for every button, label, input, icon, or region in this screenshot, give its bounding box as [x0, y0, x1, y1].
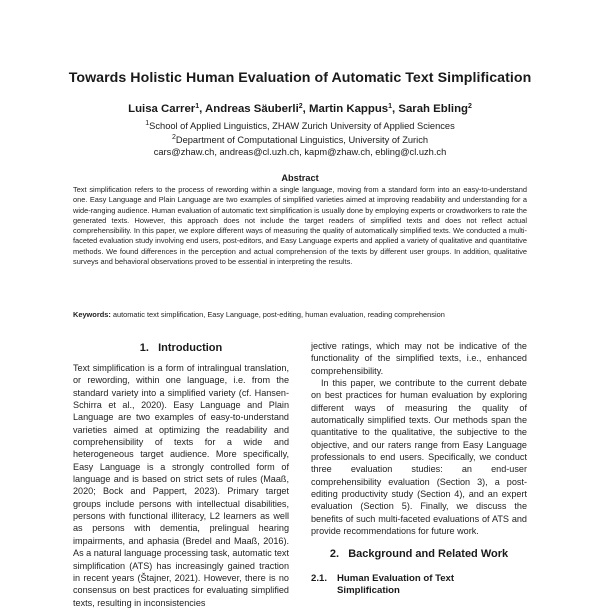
abstract-text: Text simplification refers to the process of rewording within a single language, moving from a standard form into an easy-to-understand one. Easy Language and Plain Language are two examples of simplified varieties aimed at improving readability and understanding for a wide-ranging audience. Human evaluation of automatic text simplification is usually done by employing experts or crowdworkers to rate the generated texts. However, this approach does not include the target readers of simplified texts and does not reflect actual comprehensibility. In this paper, we explore different ways of measuring the quality of automatically simplified texts. We conducted a multi-faceted evaluation study involving end users, post-editors, and Easy Language experts and applied a variety of qualitative and quantitative methods. We found differences in the perception and actual comprehension of the texts by different user groups. In addition, qualitative surveys and behavioral observations proved to be essential in interpreting the results. [73, 185, 527, 266]
right-paragraph-2: In this paper, we contribute to the current debate on best practices for human evaluation by exploring different ways of measuring the quality of automatically simplified texts. Our methods span the quantitative to the qualitative, the subjective to the objective, and our raters range from Easy Language professionals to end users. Specifically, we conduct three evaluation studies: an end-user comprehensibility evaluation (Section 3), a post-editing productivity study (Section 4), and an expert evaluation (Section 5). Finally, we discuss the benefits of such multi-faceted evaluations of ATS and provide recommendations for future work. [311, 378, 527, 537]
affiliation-mark: 1 [145, 120, 150, 127]
keywords-label: Keywords: [73, 310, 111, 319]
subsection-title: Human Evaluation of Text Simplification [337, 573, 455, 596]
left-column [73, 362, 289, 609]
section-heading-background [311, 548, 527, 560]
section-number: 1. [139, 342, 149, 354]
subsection-number: 2.1. [311, 573, 328, 584]
paper-title: Towards Holistic Human Evaluation of Automatic Text Simplification [68, 70, 532, 86]
keywords-text: automatic text simplification, Easy Language, post-editing, human evaluation, reading comprehension [112, 310, 445, 319]
author-affil-mark: 1 [388, 103, 393, 110]
affiliation-text: Department of Computational Linguistics, University of Zurich [175, 135, 429, 145]
author-name: Martin Kappus [309, 103, 389, 115]
author-emails: cars@zhaw.ch, andreas@cl.uzh.ch, kapm@zhaw.ch, ebling@cl.uzh.ch [153, 147, 447, 157]
affiliation-mark: 2 [171, 134, 176, 141]
intro-paragraph: Text simplification is a form of intralingual translation, or rewording, within one language, i.e. from the standard variety into a simplified variety (cf. Hansen-Schirra et al., 2020). Easy Language and Plain Language are two examples of easy-to-understand varieties aimed at optimizing the readability and comprehensibility of texts for a wide and heterogeneous target audience. More specifically, Easy Language is a strongly controlled form of language and is based on strict sets of rules (Maaß, 2020; Bock and Pappert, 2023). Primary target groups include persons with intellectual disabilities, persons with functional illiteracy, L2 learners as well as persons with dementia, prelingual hearing impairments, and aphasia (Bredel and Maaß, 2016). As a natural language processing task, automatic text simplification (ATS) has increasingly gained traction in recent years (Štajner, 2021). However, there is no consensus on best practices for evaluating simplified texts, resulting in inconsistencies [73, 363, 289, 608]
author-name: Andreas Säuberli [205, 103, 299, 115]
author-affil-mark: 1 [195, 103, 200, 110]
section-title: Background and Related Work [348, 548, 509, 560]
affiliation [40, 134, 560, 145]
section-heading-introduction [73, 342, 289, 354]
author-affil-mark: 2 [467, 103, 472, 110]
author-name: Sarah Ebling [398, 103, 468, 115]
right-column [311, 340, 527, 538]
section-title: Introduction [158, 342, 223, 354]
keywords [73, 310, 527, 320]
subsection-heading-human-evaluation [311, 573, 527, 597]
affiliation [40, 120, 560, 131]
right-paragraph-1: jective ratings, which may not be indicative of the functionality of the simplified texts, i.e., enhanced comprehensibility. [311, 341, 527, 376]
section-number: 2. [329, 548, 340, 560]
affiliation-text: School of Applied Linguistics, ZHAW Zurich University of Applied Sciences [149, 121, 455, 131]
abstract-heading: Abstract [281, 173, 319, 183]
author-name: Luisa Carrer [128, 103, 196, 115]
author-affil-mark: 2 [298, 103, 303, 110]
author-list: Luisa Carrer$^1$, Andreas Säuberli$^2$, Martin Kappus$^1$, Sarah Ebling$^2$ [128, 103, 472, 115]
